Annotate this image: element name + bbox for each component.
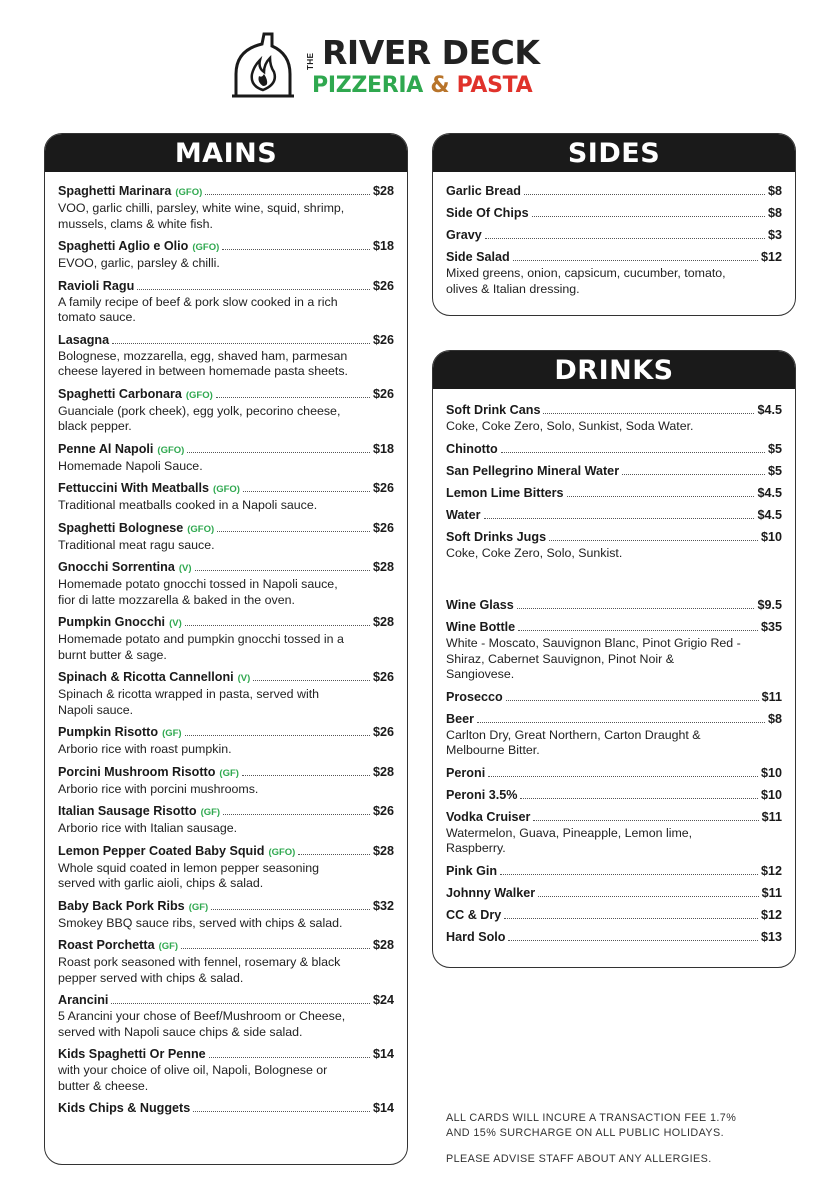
- menu-item-row: [58, 615, 394, 631]
- menu-item-name: Lemon Pepper Coated Baby Squid: [58, 843, 265, 858]
- menu-item-price: $4.5: [757, 507, 782, 522]
- menu-item-name: Water: [446, 507, 481, 522]
- menu-item-price: $8: [767, 711, 782, 726]
- dietary-tag: (GF): [200, 807, 221, 818]
- menu-item-price: $5: [767, 441, 782, 456]
- menu-item-row: [58, 844, 394, 860]
- menu-item-row: [58, 481, 394, 497]
- menu-item-name: Lasagna: [58, 332, 110, 347]
- menu-item-row: [58, 1047, 394, 1062]
- mains-panel: [44, 133, 408, 1165]
- dot-leader: [622, 474, 765, 475]
- menu-item: [58, 521, 394, 554]
- menu-item: [58, 615, 394, 663]
- menu-item-price: $28: [372, 764, 394, 779]
- dietary-tag: (GFO): [213, 484, 240, 495]
- dot-leader: [193, 1111, 370, 1112]
- allergy-notice: PLEASE ADVISE STAFF ABOUT ANY ALLERGIES.: [446, 1153, 712, 1165]
- menu-item-price: $35: [760, 620, 782, 634]
- menu-item-name: Pumpkin Risotto: [58, 725, 159, 739]
- fee-notice-line-2: AND 15% SURCHARGE ON ALL PUBLIC HOLIDAYS.: [446, 1127, 725, 1139]
- dot-leader: [243, 491, 370, 492]
- menu-item-price: $32: [372, 898, 394, 913]
- menu-item-name: Gravy: [446, 228, 482, 242]
- menu-item-name: Spaghetti Aglio e Olio: [58, 239, 189, 253]
- menu-item-description: Roast pork seasoned with fennel, rosemary & black pepper served with chips & salad.: [58, 955, 341, 985]
- menu-item-name: Side Of Chips: [446, 206, 529, 220]
- menu-item-name: Porcini Mushroom Risotto: [58, 764, 216, 779]
- menu-item: [446, 810, 782, 857]
- menu-item: [446, 620, 782, 683]
- drinks-list: [433, 389, 795, 945]
- dot-leader: [504, 918, 758, 919]
- sides-panel: [432, 133, 796, 316]
- dot-leader: [524, 194, 765, 195]
- menu-item: [446, 403, 782, 435]
- menu-item: [58, 725, 394, 758]
- fee-notice-line-1: ALL CARDS WILL INCURE A TRANSACTION FEE 1.7%: [446, 1112, 737, 1124]
- menu-item-name: Spaghetti Marinara: [58, 184, 172, 198]
- menu-item-name: San Pellegrino Mineral Water: [446, 463, 620, 478]
- menu-item: [446, 930, 782, 945]
- dot-leader: [211, 909, 370, 910]
- menu-item-price: $24: [372, 993, 394, 1007]
- menu-item-row: [446, 864, 782, 879]
- menu-item-row: [446, 620, 782, 635]
- menu-item-row: [446, 250, 782, 265]
- menu-item-price: $4.5: [757, 485, 782, 500]
- menu-item-row: [446, 442, 782, 457]
- menu-item-name: Garlic Bread: [446, 184, 521, 198]
- menu-item-price: $10: [760, 787, 782, 802]
- dot-leader: [223, 814, 370, 815]
- dietary-tag: (GFO): [175, 187, 203, 198]
- menu-item-description: Homemade potato gnocchi tossed in Napoli sauce, fior di latte mozzarella & baked in the oven.: [58, 577, 338, 607]
- menu-item-description: VOO, garlic chilli, parsley, white wine, squid, shrimp, mussels, clams & white fish.: [58, 201, 345, 231]
- menu-item-row: [446, 886, 782, 901]
- fee-notice: [446, 1111, 786, 1141]
- menu-item: [446, 228, 782, 243]
- menu-item-description: Whole squid coated in lemon pepper seasoning served with garlic aioli, chips & salad.: [58, 860, 320, 890]
- menu-item-price: $14: [372, 1101, 394, 1115]
- menu-item-row: [58, 239, 394, 255]
- menu-item: [446, 184, 782, 199]
- menu-item-price: $28: [372, 184, 394, 198]
- dot-leader: [508, 940, 758, 941]
- dot-leader: [222, 249, 370, 250]
- menu-item: [58, 765, 394, 798]
- dot-leader: [532, 216, 765, 217]
- menu-item-name: Wine Glass: [446, 598, 514, 612]
- menu-item: [58, 279, 394, 326]
- menu-item: [446, 690, 782, 705]
- menu-item-description: Homemade Napoli Sauce.: [58, 458, 203, 473]
- menu-item-price: $11: [761, 885, 782, 900]
- dot-leader: [205, 194, 370, 195]
- menu-item-name: Gnocchi Sorrentina: [58, 560, 175, 574]
- menu-item-name: Lemon Lime Bitters: [446, 485, 564, 500]
- dot-leader: [543, 413, 754, 414]
- menu-item: [446, 206, 782, 221]
- menu-item-description: Coke, Coke Zero, Solo, Sunkist, Soda Water.: [446, 419, 694, 433]
- menu-item-row: [446, 788, 782, 803]
- menu-item-description: Arborio rice with porcini mushrooms.: [58, 781, 259, 796]
- dot-leader: [195, 570, 370, 571]
- menu-item: [446, 598, 782, 613]
- dot-leader: [111, 1003, 370, 1004]
- menu-item-row: [58, 725, 394, 741]
- menu-item-price: $18: [372, 239, 394, 253]
- dot-leader: [477, 722, 765, 723]
- dot-leader: [567, 496, 755, 497]
- logo-the-text: THE: [306, 52, 315, 70]
- menu-item: [446, 250, 782, 297]
- dietary-tag: (V): [178, 563, 192, 574]
- menu-item-price: $10: [760, 529, 782, 544]
- menu-item-name: Soft Drinks Jugs: [446, 529, 547, 544]
- menu-item-row: [446, 908, 782, 923]
- menu-item: [58, 804, 394, 837]
- menu-item-row: [446, 228, 782, 243]
- menu-item-name: Wine Bottle: [446, 620, 516, 634]
- menu-item: [58, 938, 394, 986]
- menu-item-row: [446, 598, 782, 613]
- menu-item-row: [446, 464, 782, 479]
- menu-item-name: CC & Dry: [446, 907, 502, 922]
- menu-item: [446, 442, 782, 457]
- menu-item-row: [58, 184, 394, 200]
- menu-item-description: A family recipe of beef & pork slow cooked in a rich tomato sauce.: [58, 294, 338, 324]
- menu-item-name: Pink Gin: [446, 863, 498, 878]
- menu-item-price: $28: [372, 615, 394, 629]
- menu-item-name: Beer: [446, 711, 475, 726]
- menu-item: [58, 1047, 394, 1094]
- brand-logo: [228, 28, 588, 103]
- menu-item-name: Arancini: [58, 993, 109, 1007]
- menu-item-row: [58, 521, 394, 537]
- menu-item-description: Coke, Coke Zero, Solo, Sunkist.: [446, 545, 623, 560]
- menu-item-name: Chinotto: [446, 441, 498, 456]
- menu-item-price: $3: [767, 228, 782, 242]
- dietary-tag: (GF): [188, 901, 209, 913]
- menu-item-row: [58, 279, 394, 294]
- dot-leader: [253, 680, 370, 681]
- dot-leader: [112, 343, 370, 344]
- dietary-tag: (GFO): [157, 444, 185, 456]
- pizza-oven-flame-icon: [228, 30, 298, 100]
- dot-leader: [217, 531, 370, 532]
- dietary-tag: (GFO): [192, 242, 220, 253]
- menu-item-row: [446, 206, 782, 221]
- menu-item: [446, 908, 782, 923]
- menu-item-row: [446, 486, 782, 501]
- menu-item-description: with your choice of olive oil, Napoli, Bolognese or butter & cheese.: [58, 1063, 328, 1093]
- dietary-tag: (V): [169, 618, 182, 629]
- menu-item-row: [446, 184, 782, 199]
- restaurant-name: RIVER DECK: [322, 33, 540, 72]
- menu-item-name: Vodka Cruiser: [446, 809, 531, 824]
- menu-item-description: Bolognese, mozzarella, egg, shaved ham, parmesan cheese layered in between homemade pasta sheets.: [58, 348, 348, 378]
- menu-item-name: Baby Back Pork Ribs: [58, 898, 185, 913]
- menu-item-price: $26: [372, 670, 394, 684]
- menu-item-row: [446, 690, 782, 705]
- menu-item-row: [446, 766, 782, 781]
- menu-item-row: [58, 899, 394, 915]
- mains-list: [45, 172, 407, 1116]
- menu-item-name: Italian Sausage Risotto: [58, 804, 197, 818]
- menu-item-description: Guanciale (pork cheek), egg yolk, pecorino cheese, black pepper.: [58, 403, 341, 433]
- menu-item-description: Arborio rice with Italian sausage.: [58, 821, 238, 835]
- menu-item-name: Side Salad: [446, 250, 510, 264]
- menu-item-row: [58, 442, 394, 458]
- menu-item-name: Fettuccini With Meatballs: [58, 481, 210, 495]
- dot-leader: [513, 260, 758, 261]
- menu-item: [58, 442, 394, 475]
- menu-item-description: Carlton Dry, Great Northern, Carton Draught & Melbourne Bitter.: [446, 727, 701, 757]
- menu-item-description: Mixed greens, onion, capsicum, cucumber, tomato, olives & Italian dressing.: [446, 266, 726, 296]
- mains-title: MAINS: [45, 134, 407, 172]
- menu-item-description: EVOO, garlic, parsley & chilli.: [58, 256, 220, 270]
- menu-item-name: Peroni 3.5%: [446, 787, 518, 802]
- restaurant-subtitle: [312, 74, 532, 98]
- menu-item: [446, 712, 782, 759]
- menu-item: [446, 508, 782, 523]
- subtitle-pasta: PASTA: [456, 73, 533, 98]
- menu-item-price: $26: [372, 725, 394, 739]
- menu-item-name: Penne Al Napoli: [58, 441, 154, 456]
- menu-item-price: $14: [372, 1047, 394, 1061]
- menu-item-price: $26: [372, 804, 394, 818]
- menu-item: [446, 788, 782, 803]
- menu-item-description: Homemade potato and pumpkin gnocchi tossed in a burnt butter & sage.: [58, 632, 344, 662]
- menu-item-description: Spinach & ricotta wrapped in pasta, served with Napoli sauce.: [58, 687, 320, 717]
- menu-item-name: Spaghetti Carbonara: [58, 386, 182, 401]
- menu-item-description: Traditional meatballs cooked in a Napoli sauce.: [58, 498, 318, 512]
- sides-list: [433, 172, 795, 297]
- menu-item-price: $12: [760, 863, 782, 878]
- menu-item: [58, 239, 394, 272]
- menu-item-price: $11: [761, 689, 782, 704]
- dietary-tag: (GF): [219, 767, 239, 779]
- menu-item-name: Ravioli Ragu: [58, 278, 135, 293]
- dot-leader: [501, 452, 765, 453]
- menu-item-row: [446, 712, 782, 727]
- menu-item: [446, 886, 782, 901]
- menu-item-price: $5: [767, 463, 782, 478]
- menu-item-row: [58, 938, 394, 954]
- dot-leader: [500, 874, 758, 875]
- menu-item-description: White - Moscato, Sauvignon Blanc, Pinot Grigio Red - Shiraz, Cabernet Sauvignon, Pinot Noir & Sangiovese.: [446, 636, 741, 681]
- menu-item-row: [58, 765, 394, 781]
- menu-item-name: Roast Porchetta: [58, 938, 155, 952]
- menu-item-name: Prosecco: [446, 689, 503, 704]
- dot-leader: [533, 820, 758, 821]
- dietary-tag: (GFO): [268, 846, 296, 858]
- menu-item: [58, 184, 394, 232]
- menu-item: [58, 844, 394, 892]
- menu-item-row: [446, 930, 782, 945]
- menu-item-name: Kids Chips & Nuggets: [58, 1101, 191, 1115]
- menu-item-price: $26: [372, 386, 394, 401]
- menu-item: [446, 464, 782, 479]
- menu-item-price: $8: [767, 206, 782, 220]
- menu-item-price: $13: [760, 929, 782, 944]
- menu-item-row: [446, 508, 782, 523]
- dot-leader: [181, 948, 370, 949]
- dot-leader: [137, 289, 370, 290]
- menu-item-price: $26: [372, 520, 394, 535]
- dot-leader: [549, 540, 758, 541]
- menu-item-name: Pumpkin Gnocchi: [58, 615, 166, 629]
- menu-item: [446, 486, 782, 501]
- subtitle-ampersand: &: [430, 73, 450, 98]
- menu-item-row: [58, 804, 394, 820]
- menu-item: [446, 766, 782, 781]
- menu-item-row: [446, 403, 782, 418]
- menu-item-description: Arborio rice with roast pumpkin.: [58, 742, 232, 756]
- menu-item-price: $8: [767, 184, 782, 198]
- menu-item-price: $12: [760, 907, 782, 922]
- menu-item: [58, 899, 394, 932]
- dot-leader: [209, 1057, 370, 1058]
- dot-leader: [520, 798, 758, 799]
- menu-item-price: $28: [372, 938, 394, 952]
- menu-item: [58, 560, 394, 608]
- menu-item-price: $28: [372, 843, 394, 858]
- menu-item-row: [58, 993, 394, 1008]
- dietary-tag: (GF): [162, 728, 182, 739]
- menu-item-price: $9.5: [757, 598, 782, 612]
- dot-leader: [187, 452, 370, 453]
- sides-title: SIDES: [433, 134, 795, 172]
- menu-item-name: Kids Spaghetti Or Penne: [58, 1047, 206, 1061]
- dot-leader: [485, 238, 765, 239]
- dot-leader: [538, 896, 759, 897]
- menu-item-name: Peroni: [446, 765, 486, 780]
- menu-item-name: Spaghetti Bolognese: [58, 520, 184, 535]
- menu-item: [58, 387, 394, 435]
- menu-item-row: [446, 530, 782, 545]
- menu-item: [446, 864, 782, 879]
- drinks-panel: [432, 350, 796, 968]
- dietary-tag: (GFO): [185, 389, 213, 401]
- menu-item: [58, 670, 394, 718]
- dot-leader: [484, 518, 755, 519]
- menu-item-row: [58, 1101, 394, 1116]
- dot-leader: [517, 608, 755, 609]
- dot-leader: [506, 700, 759, 701]
- dot-leader: [216, 397, 370, 398]
- menu-item-price: $28: [372, 560, 394, 574]
- menu-item-price: $4.5: [757, 403, 782, 417]
- menu-item-row: [58, 387, 394, 403]
- menu-item-description: 5 Arancini your chose of Beef/Mushroom or Cheese, served with Napoli sauce chips & side salad.: [58, 1009, 346, 1039]
- subtitle-pizzeria: PIZZERIA: [312, 73, 423, 98]
- menu-item-name: Johnny Walker: [446, 885, 536, 900]
- dietary-tag: (GF): [158, 941, 179, 952]
- menu-item-price: $18: [372, 441, 394, 456]
- drinks-title: DRINKS: [433, 351, 795, 389]
- menu-item-name: Spinach & Ricotta Cannelloni: [58, 670, 234, 684]
- menu-item: [58, 993, 394, 1040]
- menu-item-price: $26: [372, 481, 394, 495]
- menu-item-row: [446, 810, 782, 825]
- section-spacer: [446, 568, 782, 598]
- dietary-tag: (V): [237, 673, 251, 684]
- menu-item: [58, 481, 394, 514]
- menu-item-price: $10: [760, 765, 782, 780]
- menu-item: [58, 333, 394, 380]
- dot-leader: [242, 775, 370, 776]
- dot-leader: [488, 776, 758, 777]
- dietary-tag: (GFO): [187, 523, 215, 535]
- menu-item: [446, 530, 782, 562]
- dot-leader: [185, 625, 370, 626]
- menu-item: [58, 1101, 394, 1116]
- menu-item-row: [58, 560, 394, 576]
- menu-item-description: Smokey BBQ sauce ribs, served with chips & salad.: [58, 915, 343, 930]
- menu-item-description: Traditional meat ragu sauce.: [58, 537, 215, 552]
- dot-leader: [185, 735, 370, 736]
- menu-item-description: Watermelon, Guava, Pineapple, Lemon lime, Raspberry.: [446, 825, 693, 855]
- menu-item-name: Hard Solo: [446, 929, 506, 944]
- menu-item-price: $26: [372, 278, 394, 293]
- menu-item-row: [58, 333, 394, 348]
- menu-item-price: $11: [761, 809, 782, 824]
- menu-item-name: Soft Drink Cans: [446, 403, 541, 417]
- menu-item-row: [58, 670, 394, 686]
- menu-item-price: $12: [760, 250, 782, 264]
- dot-leader: [518, 630, 758, 631]
- menu-item-price: $26: [372, 332, 394, 347]
- dot-leader: [298, 854, 370, 855]
